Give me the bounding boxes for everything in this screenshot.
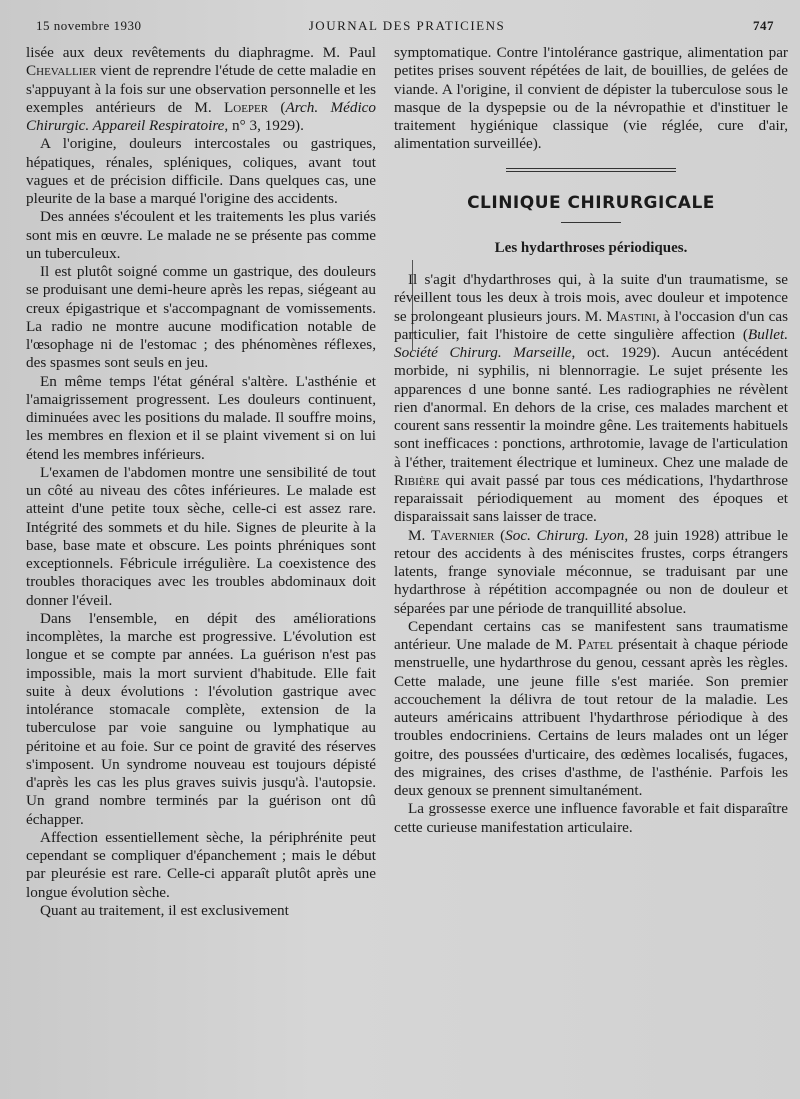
paragraph: Affection essentiellement sèche, la périphrénite peut cependant se compliquer d'épanchement ; mais le début par pleurésie est rare. Celle-ci apparaît plutôt après une longue évolution sèche.	[26, 828, 376, 901]
author-name: Chevallier	[26, 62, 97, 80]
section-rule	[506, 168, 676, 172]
section-title: CLINIQUE CHIRURGICALE	[467, 192, 715, 213]
citation: Bullet. Société Chirurg. Marseille	[394, 325, 788, 361]
paragraph: M. Tavernier (Soc. Chirurg. Lyon, 28 juin 1928) attribue le retour des accidents à des méniscites frustes, corps étrangers latents, frange synoviale méconnue, se traduisant par une hydarthrose à répétition accompagnée ou non de douleur et séparées par une période de tranquillité absolue.	[394, 526, 788, 617]
paragraph: Cependant certains cas se manifestent sans traumatisme antérieur. Une malade de M. Patel présentait à chaque période menstruelle, une hydarthrose du genou, cessant après les règles. Cette malade, une jeune fille s'est mariée. Son premier accouchement la délivra de tout retour de la maladie. Les auteurs américains attribuent l'hydarthrose périodique à des troubles endocriniens. Certains de leurs malades ont un léger goitre, des poussées d'urticaire, des œdèmes localisés, fugaces, des migraines, des crises d'asthme, de l'asthénie. Parfois les deux genoux se prennent simultanément.	[394, 617, 788, 799]
text-columns	[26, 44, 788, 1099]
author-name: Loeper	[223, 98, 269, 116]
author-name: Mastini	[606, 307, 656, 325]
paragraph: L'examen de l'abdomen montre une sensibilité de tout un côté au niveau des côtes inférieures. Le malade est atteint d'une petite toux sèche, celle-ci est assez rare. Intégrité des sommets et du hile. Signes de pleurite à la base, base mate et obscure. Les points phréniques sont exceptionnels. Fébricule irrégulière. La coexistence des troubles thoraciques avec les troubles abdominaux doit donner l'éveil.	[26, 463, 376, 609]
paragraph: Dans l'ensemble, en dépit des améliorations incomplètes, la marche est progressive. L'évolution est longue et se compte par années. La guérison n'est pas impossible, mais la mort survient d'habitude. Elle fait suite à deux évolutions : l'évolution gastrique avec intolérance stomacale complète, extension de la tuberculose par voie sanguine ou lymphatique au péritoine et au foie. Sur ce point de gravité des réserves s'imposent. Un syndrome nouveau est toujours dépisté d'après les cas les plus graves suivis jusqu'à. l'autopsie. Un grand nombre terminés par la guérison ont dû échapper.	[26, 609, 376, 828]
paragraph: Quant au traitement, il est exclusivement	[40, 901, 289, 919]
paragraph: Des années s'écoulent et les traitements les plus variés sont mis en œuvre. Le malade ne se présente pas comme un tuberculeux.	[26, 208, 376, 262]
header-date: 15 novembre 1930	[36, 18, 142, 33]
left-column	[26, 44, 376, 920]
article-heading: Les hydarthroses périodiques.	[494, 239, 688, 256]
title-rule	[561, 222, 621, 223]
author-name: Ribière	[394, 471, 440, 489]
paragraph: Il s'agit d'hydarthroses qui, à la suite d'un traumatisme, se réveillent tous les deux à trois mois, avec douleur et impotence se prolongeant plusieurs jours. M. Mastini, à l'occasion d'un cas particulier, fait l'histoire de cette singulière affection (Bullet. Société Chirurg. Marseille, oct. 1929). Aucun antécédent morbide, ni syphilis, ni blennorragie. Le sujet présente les apparences d une bonne santé. Les radiographies ne révèlent rien d'anormal. En dehors de la crise, ces malades marchent et courent sans ressentir la moindre gêne. Les traitements habituels sont inefficaces : ponctions, arthrotomie, lavage de l'articulation à l'éther, traitement électrique et lumineux. Chez une malade de Ribière qui avait passé par tous ces médications, l'hydarthrose reparaissait périodiquement au moment des époques et disparaissait sans laisser de trace.	[394, 271, 788, 526]
header-page-number: 747	[753, 18, 774, 33]
paragraph: A l'origine, douleurs intercostales ou gastriques, hépatiques, rénales, spléniques, coliques, avant tout vagues et de précision difficile. Dans quelques cas, une pleurite de la base a marqué l'origine des accidents.	[26, 135, 376, 207]
author-name: Patel	[577, 636, 613, 653]
paragraph: lisée aux deux revêtements du diaphragme. M. Paul Chevallier vient de reprendre l'étude de cette maladie en s'appuyant à la fois sur une observation personnelle et les exemples antérieurs de M. Loeper (Arch. Médico Chirurgic. Appareil Respiratoire, n° 3, 1929).	[26, 44, 377, 134]
citation: Soc. Chirurg. Lyon	[505, 526, 625, 544]
right-column	[394, 44, 788, 837]
author-name: Tavernier	[430, 526, 495, 544]
paragraph: Il est plutôt soigné comme un gastrique, des douleurs se produisant une demi-heure après les repas, siégeant au creux épigastrique et s'accompagnant de vomissements. La radio ne montre aucune modification notable de l'œsophage ni de l'estomac ; des phénomènes réflexes, des spasmes sont seuls en jeu.	[26, 263, 376, 372]
running-header	[26, 16, 788, 42]
paragraph: En même temps l'état général s'altère. L'asthénie et l'amaigrissement progressent. Les douleurs continuent, diminuées avec les positions du malade. Il souffre moins, les membres en flexion et il se plaint vivement si on lui étend les membres inférieurs.	[26, 372, 376, 463]
citation: Arch. Médico Chirurgic. Appareil Respiratoire	[26, 98, 377, 134]
header-journal-title: JOURNAL DES PRATICIENS	[308, 18, 506, 33]
paragraph: La grossesse exerce une influence favorable et fait disparaître cette curieuse manifestation articulaire.	[394, 800, 788, 836]
paragraph: symptomatique. Contre l'intolérance gastrique, alimentation par petites prises souvent répétées de lait, de bouillies, de gelées de viande. A l'origine, il convient de dépister la tuberculose sous le masque de la dyspepsie ou de la névropathie et d'instituer le traitement hygiénique classique (vie réglée, cure d'air, alimentation surveillée).	[394, 44, 788, 153]
